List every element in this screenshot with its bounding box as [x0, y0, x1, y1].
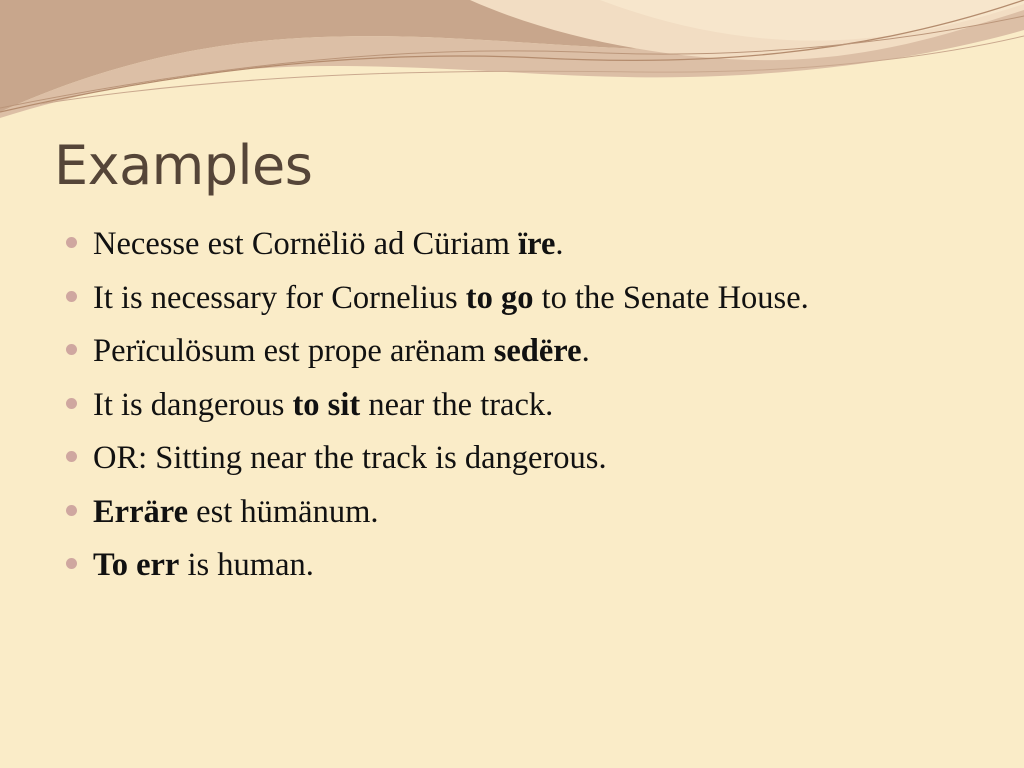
bullet-text-bold: To err [93, 547, 180, 583]
bullet-item [64, 327, 1004, 381]
bullet-dot-icon [66, 291, 77, 302]
bullet-item [64, 220, 1004, 274]
bullet-text-bold: sedëre [493, 333, 582, 369]
bullet-text: Necesse est Cornëliö ad Cüriam [93, 226, 519, 262]
bullet-dot-icon [66, 237, 77, 248]
bullet-dot-icon [66, 558, 77, 569]
bullet-dot-icon [66, 451, 77, 462]
bullet-text: est hümänum. [188, 493, 379, 530]
bullet-text: to the Senate House. [533, 279, 809, 316]
bullet-text: It is dangerous [93, 386, 293, 423]
bullet-text: is human. [179, 547, 314, 583]
bullet-text: OR: Sitting near the track is dangerous. [93, 440, 607, 476]
bullet-dot-icon [66, 505, 77, 516]
slide-title: Examples [54, 134, 313, 197]
bullet-item [64, 541, 1004, 595]
bullet-text-bold: ïre [518, 226, 556, 262]
bullet-text: Perïculösum est prope arënam [93, 333, 494, 369]
bullet-text: . [581, 333, 590, 369]
bullet-dot-icon [66, 398, 77, 409]
bullet-text-bold: to sit [292, 386, 361, 423]
bullet-text: It is necessary for Cornelius [93, 279, 466, 316]
bullet-item [64, 274, 1004, 328]
bullet-text-bold: Erräre [93, 493, 189, 530]
bullet-text: . [555, 226, 564, 262]
bullet-item [64, 434, 1004, 488]
bullet-dot-icon [66, 344, 77, 355]
bullet-text: near the track. [360, 386, 554, 423]
decorative-wave-header [0, 0, 1024, 130]
bullet-item [64, 488, 1004, 542]
bullet-item [64, 381, 1004, 435]
bullet-list [64, 220, 1004, 595]
bullet-text-bold: to go [465, 279, 534, 316]
